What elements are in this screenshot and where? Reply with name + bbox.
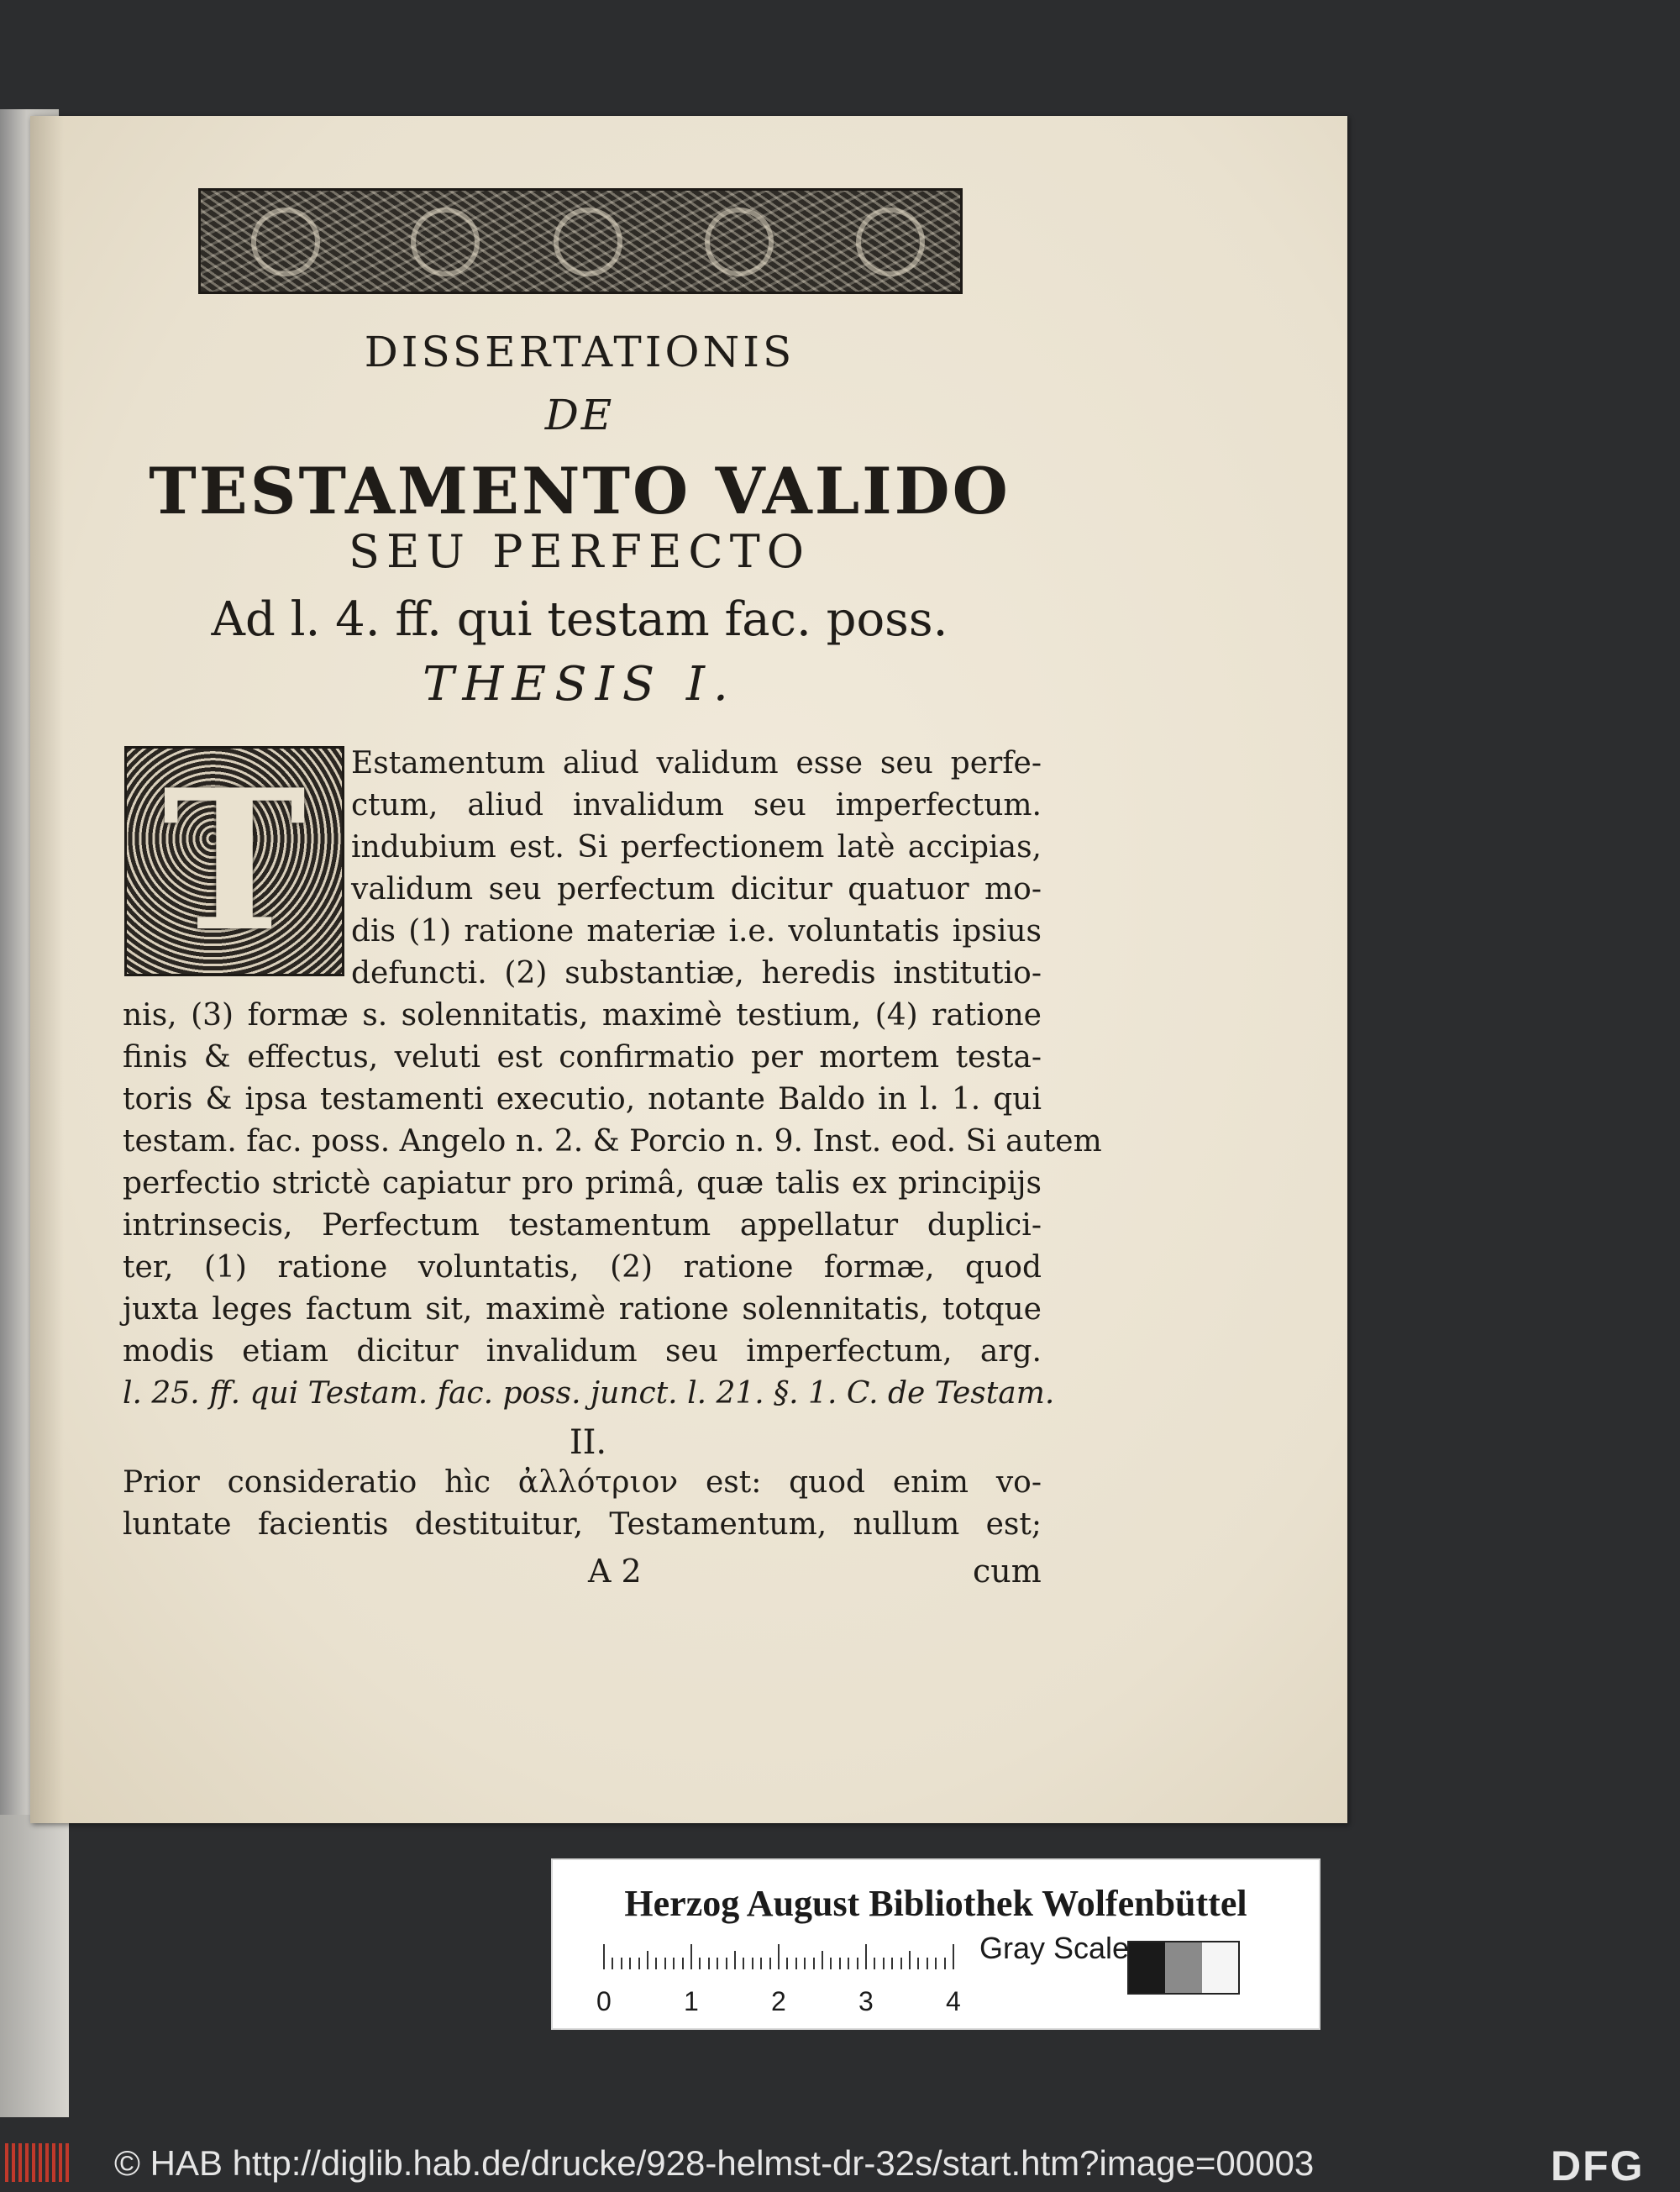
thesis-text-line: juxta leges factum sit, maximè ratione solennitatis, totque: [123, 1292, 1042, 1327]
catchword: cum: [973, 1553, 1042, 1590]
decorated-initial-letter: [124, 746, 344, 976]
ruler-tick: [830, 1958, 832, 1969]
ruler-number: 1: [684, 1986, 699, 2016]
ornament-swirl: [554, 208, 622, 276]
dfg-logo: DFG: [1551, 2142, 1645, 2189]
ruler-tick: [621, 1958, 622, 1969]
adjacent-page-edge-lower: [0, 1815, 69, 2117]
ruler-number: 4: [946, 1986, 961, 2016]
ruler-tick: [909, 1951, 911, 1969]
copyright-url-text: © HAB http://diglib.hab.de/drucke/928-helmst-dr-32s/start.htm?image=00003: [114, 2143, 1315, 2183]
thesis-text-line: finis & effectus, veluti est confirmatio per mortem testa-: [123, 1040, 1042, 1075]
ruler-tick: [734, 1951, 736, 1969]
footer-bar: [0, 2135, 1680, 2192]
ruler-number: 2: [771, 1986, 786, 2016]
centimeter-ruler: [596, 1944, 1023, 2016]
thesis-text-line: ter, (1) ratione voluntatis, (2) ratione formæ, quod: [123, 1250, 1042, 1285]
ruler-tick: [726, 1958, 727, 1969]
thesis-text-line: dis (1) ratione materiæ i.e. voluntatis ipsius: [351, 914, 1042, 949]
ruler-tick: [857, 1958, 858, 1969]
thesis-text-line: ctum, aliud invalidum seu imperfectum.: [351, 788, 1042, 823]
ruler-tick: [900, 1958, 902, 1969]
ruler-tick: [655, 1958, 657, 1969]
ruler-tick: [944, 1958, 946, 1969]
grayscale-swatch: [1127, 1941, 1240, 1995]
ruler-number: 3: [858, 1986, 874, 2016]
woodcut-ornament-banner: [198, 188, 963, 294]
ruler-tick: [927, 1958, 928, 1969]
ruler-tick: [786, 1958, 788, 1969]
ruler-tick: [612, 1958, 613, 1969]
ruler-number: 0: [596, 1986, 612, 2016]
ruler-tick: [752, 1958, 753, 1969]
ornament-swirl: [411, 208, 480, 276]
ruler-tick: [935, 1958, 937, 1969]
thesis-heading: THESIS I.: [423, 657, 737, 712]
ruler-tick: [699, 1958, 701, 1969]
thesis-text-line: nis, (3) formæ s. solennitatis, maximè testium, (4) ratione: [123, 998, 1042, 1033]
ruler-tick: [891, 1958, 893, 1969]
ruler-tick: [917, 1958, 919, 1969]
title-reference: Ad l. 4. ff. qui testam fac. poss.: [211, 592, 948, 647]
ruler-tick: [682, 1958, 684, 1969]
thesis-text-line: testam. fac. poss. Angelo n. 2. & Porcio n. 9. Inst. eod. Si autem: [123, 1124, 1102, 1159]
ruler-tick: [603, 1944, 605, 1969]
section-two-text-line: luntate facientis destituitur, Testamentum, nullum est;: [123, 1507, 1042, 1542]
ruler-tick: [769, 1958, 771, 1969]
title-de: DE: [544, 391, 615, 439]
ruler-tick: [647, 1951, 648, 1969]
thesis-text-line: validum seu perfectum dicitur quatuor mo-: [351, 872, 1042, 907]
ruler-tick: [874, 1958, 875, 1969]
ornament-swirl: [705, 208, 774, 276]
grayscale-label: Gray Scale: [979, 1931, 1130, 1965]
ruler-tick: [760, 1958, 762, 1969]
thesis-text-line: l. 25. ff. qui Testam. fac. poss. junct. l. 21. §. 1. C. de Testam.: [123, 1376, 1055, 1411]
thesis-text-line: intrinsecis, Perfectum testamentum appellatur duplici-: [123, 1208, 1042, 1243]
title-dissertationis: DISSERTATIONIS: [364, 328, 795, 376]
ruler-tick: [708, 1958, 710, 1969]
ruler-tick: [664, 1958, 666, 1969]
thesis-text-line: modis etiam dicitur invalidum seu imperfectum, arg.: [123, 1334, 1042, 1369]
title-seu-perfecto: SEU PERFECTO: [349, 525, 811, 578]
ruler-tick: [743, 1958, 744, 1969]
thesis-text-line: perfectio strictè capiatur pro primâ, quæ talis ex principijs: [123, 1166, 1042, 1201]
page-gutter-shadow: [30, 116, 64, 1823]
thesis-text-line: Estamentum aliud validum esse seu perfe-: [351, 746, 1042, 781]
thesis-text-line: toris & ipsa testamenti executio, notante Baldo in l. 1. qui: [123, 1082, 1042, 1117]
ruler-tick: [865, 1944, 867, 1969]
grayscale-patch: [1129, 1942, 1165, 1993]
thesis-text-line: defuncti. (2) substantiæ, heredis institutio-: [351, 956, 1042, 991]
library-name: Herzog August Bibliothek Wolfenbüttel: [624, 1883, 1247, 1924]
ruler-tick: [822, 1951, 823, 1969]
barcode-icon: [5, 2143, 72, 2182]
ruler-tick: [690, 1944, 692, 1969]
ornament-swirl: [856, 208, 925, 276]
ruler-tick: [953, 1944, 954, 1969]
thesis-text-line: indubium est. Si perfectionem latè accipias,: [351, 830, 1042, 865]
ruler-tick: [778, 1944, 780, 1969]
ruler-tick: [813, 1958, 815, 1969]
title-testamento-valido: TESTAMENTO VALIDO: [149, 454, 1011, 528]
section-two-text-line: Prior consideratio hìc ἀλλότριον est: quod enim vo-: [123, 1465, 1042, 1500]
ruler-tick: [673, 1958, 675, 1969]
grayscale-patch: [1165, 1942, 1201, 1993]
ruler-tick: [795, 1958, 797, 1969]
initial-letter-text: T: [162, 748, 307, 975]
ruler-tick: [848, 1958, 849, 1969]
ruler-tick: [804, 1958, 806, 1969]
section-two-heading: II.: [569, 1423, 607, 1462]
library-color-card: [551, 1858, 1320, 2030]
ruler-tick: [638, 1958, 640, 1969]
ruler-tick: [883, 1958, 885, 1969]
grayscale-patch: [1202, 1942, 1238, 1993]
ruler-tick: [839, 1958, 841, 1969]
signature-mark: A 2: [588, 1553, 642, 1590]
ruler-tick: [629, 1958, 631, 1969]
ornament-swirl: [251, 208, 320, 276]
ruler-tick: [717, 1958, 718, 1969]
